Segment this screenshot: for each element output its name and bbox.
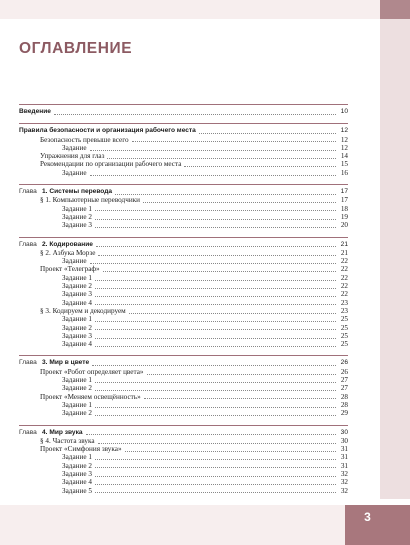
- page-ref: 32: [340, 486, 348, 495]
- toc-subentry[interactable]: [19, 169, 348, 177]
- dot-leader: [95, 288, 336, 289]
- toc-heading[interactable]: [19, 188, 348, 196]
- toc-subentry[interactable]: [19, 462, 348, 470]
- dot-leader: [129, 313, 336, 314]
- chapter-prefix: Глава: [19, 428, 37, 436]
- toc-entry-label: Задание 3: [62, 469, 92, 478]
- chapter-title: Мир в цвете: [49, 359, 90, 367]
- dot-leader: [90, 175, 336, 176]
- page-ref: 25: [340, 340, 348, 349]
- toc-entry-label: Задание 1: [62, 273, 92, 282]
- page-ref: 22: [340, 257, 348, 266]
- toc-entry-label: § 2. Азбука Морзе: [40, 248, 96, 257]
- toc-section: [19, 104, 348, 116]
- toc-entry-label: Задание 1: [62, 315, 92, 324]
- toc-section: [19, 184, 348, 229]
- toc-entry[interactable]: [19, 249, 348, 257]
- toc-heading[interactable]: [19, 429, 348, 437]
- page-ref: 17: [340, 188, 348, 196]
- page-ref: 27: [340, 376, 348, 385]
- toc-entry[interactable]: [19, 152, 348, 160]
- page-ref: 12: [340, 143, 348, 152]
- toc-subentry[interactable]: [19, 274, 348, 282]
- toc-entry-label: Задание 1: [62, 376, 92, 385]
- dot-leader: [90, 263, 336, 264]
- toc-heading[interactable]: [19, 127, 348, 135]
- dot-leader: [95, 210, 336, 211]
- toc-subentry[interactable]: [19, 315, 348, 323]
- chapter-number: 2.: [42, 240, 48, 248]
- toc-entry-label: Задание: [62, 143, 87, 152]
- page-ref: 17: [340, 196, 348, 205]
- toc-entry-label: Упражнения для глаз: [40, 152, 105, 161]
- top-corner-block: [380, 0, 410, 19]
- toc-entry-label: Задание 1: [62, 453, 92, 462]
- dot-leader: [95, 415, 336, 416]
- toc-entry-label: Задание 2: [62, 461, 92, 470]
- right-margin-bar: [380, 19, 410, 499]
- chapter-title: Кодирование: [49, 240, 93, 248]
- toc-subentry[interactable]: [19, 376, 348, 384]
- toc-subentry[interactable]: [19, 205, 348, 213]
- dot-leader: [86, 434, 336, 435]
- dot-leader: [95, 459, 336, 460]
- toc-entry[interactable]: [19, 160, 348, 168]
- dot-leader: [95, 476, 336, 477]
- chapter-title: Введение: [19, 108, 51, 115]
- page-ref: 25: [340, 315, 348, 324]
- dot-leader: [95, 484, 336, 485]
- page-ref: 32: [340, 469, 348, 478]
- chapter-prefix: Глава: [19, 240, 37, 248]
- toc-entry-label: Задание 5: [62, 486, 92, 495]
- dot-leader: [103, 271, 336, 272]
- toc-subentry[interactable]: [19, 257, 348, 265]
- chapter-number: 1.: [42, 188, 48, 196]
- toc-entry-label: Проект «Робот определяет цвета»: [40, 367, 144, 376]
- dot-leader: [98, 443, 336, 444]
- dot-leader: [95, 321, 336, 322]
- dot-leader: [199, 133, 336, 134]
- page-ref: 27: [340, 384, 348, 393]
- page-ref: 22: [340, 265, 348, 274]
- toc-subentry[interactable]: [19, 409, 348, 417]
- page-ref: 25: [340, 331, 348, 340]
- toc-entry-label: Проект «Симфония звука»: [40, 445, 122, 454]
- page-ref: 12: [340, 135, 348, 144]
- dot-leader: [115, 194, 336, 195]
- toc-subentry[interactable]: [19, 340, 348, 348]
- toc-entry-label: Задание 4: [62, 298, 92, 307]
- toc-heading[interactable]: [19, 241, 348, 249]
- dot-leader: [107, 158, 336, 159]
- dot-leader: [132, 141, 336, 142]
- toc-entry-label: Задание 2: [62, 384, 92, 393]
- page-ref: 23: [340, 306, 348, 315]
- page-ref: 23: [340, 298, 348, 307]
- toc-section: [19, 355, 348, 417]
- top-stripe: [0, 0, 380, 19]
- dot-leader: [95, 280, 336, 281]
- dot-leader: [95, 338, 336, 339]
- dot-leader: [95, 304, 336, 305]
- toc-heading[interactable]: [19, 108, 348, 116]
- dot-leader: [92, 365, 336, 366]
- dot-leader: [90, 150, 336, 151]
- toc-entry-label: Задание 1: [62, 204, 92, 213]
- toc-entry-label: Безопасность превыше всего: [40, 135, 129, 144]
- page-ref: 29: [340, 409, 348, 418]
- page-ref: 28: [340, 392, 348, 401]
- dot-leader: [98, 255, 336, 256]
- dot-leader: [95, 467, 336, 468]
- table-of-contents: [19, 104, 348, 502]
- toc-subentry[interactable]: [19, 324, 348, 332]
- page-ref: 32: [340, 478, 348, 487]
- top-band: [0, 0, 410, 19]
- toc-heading[interactable]: [19, 359, 348, 367]
- toc-entry-label: Проект «Телеграф»: [40, 265, 100, 274]
- dot-leader: [184, 166, 336, 167]
- toc-subentry[interactable]: [19, 144, 348, 152]
- toc-entry[interactable]: [19, 368, 348, 376]
- toc-subentry[interactable]: [19, 470, 348, 478]
- toc-entry[interactable]: [19, 196, 348, 204]
- page-ref: 10: [340, 108, 348, 115]
- page-ref: 14: [340, 152, 348, 161]
- toc-entry[interactable]: [19, 307, 348, 315]
- dot-leader: [96, 246, 336, 247]
- bottom-tint: [0, 505, 345, 545]
- dot-leader: [95, 296, 336, 297]
- page-ref: 12: [340, 127, 348, 135]
- dot-leader: [95, 382, 336, 383]
- dot-leader: [95, 227, 336, 228]
- page-ref: 22: [340, 282, 348, 291]
- toc-entry-label: Проект «Меняем освещённость»: [40, 392, 141, 401]
- toc-entry[interactable]: [19, 445, 348, 453]
- page-ref: 22: [340, 273, 348, 282]
- dot-leader: [95, 407, 336, 408]
- chapter-title: Мир звука: [49, 428, 83, 436]
- chapter-title: Системы перевода: [49, 188, 113, 196]
- toc-entry-label: Задание 3: [62, 331, 92, 340]
- toc-subentry[interactable]: [19, 401, 348, 409]
- toc-heading-label: [19, 359, 90, 367]
- dot-leader: [147, 374, 337, 375]
- page-ref: 19: [340, 212, 348, 221]
- toc-entry-label: Задание 2: [62, 323, 92, 332]
- toc-entry-label: Задание: [62, 257, 87, 266]
- toc-subentry[interactable]: [19, 290, 348, 298]
- page-title: ОГЛАВЛЕНИЕ: [19, 40, 133, 57]
- toc-entry-label: § 4. Частота звука: [40, 436, 95, 445]
- dot-leader: [95, 346, 336, 347]
- toc-subentry[interactable]: [19, 487, 348, 495]
- page-ref: 31: [340, 445, 348, 454]
- toc-entry-label: Рекомендации по организации рабочего места: [40, 160, 182, 169]
- page-ref: 26: [340, 359, 348, 367]
- toc-heading-label: [19, 188, 113, 196]
- toc-entry[interactable]: [19, 437, 348, 445]
- toc-subentry[interactable]: [19, 213, 348, 221]
- page-ref: 30: [340, 428, 348, 436]
- page-ref: 26: [340, 367, 348, 376]
- chapter-title: Правила безопасности и организация рабочего места: [19, 127, 196, 135]
- toc-entry[interactable]: [19, 393, 348, 401]
- chapter-prefix: Глава: [19, 359, 37, 367]
- toc-subentry[interactable]: [19, 299, 348, 307]
- toc-subentry[interactable]: [19, 282, 348, 290]
- page-ref: 15: [340, 160, 348, 169]
- dot-leader: [95, 329, 336, 330]
- chapter-prefix: Глава: [19, 188, 37, 196]
- toc-entry-label: § 3. Кодируем и декодируем: [40, 306, 126, 315]
- toc-subentry[interactable]: [19, 478, 348, 486]
- dot-leader: [95, 390, 336, 391]
- toc-section: [19, 123, 348, 177]
- toc-entry-label: Задание 1: [62, 400, 92, 409]
- toc-entry-label: Задание: [62, 168, 87, 177]
- dot-leader: [95, 492, 336, 493]
- toc-subentry[interactable]: [19, 384, 348, 392]
- page-ref: 21: [340, 240, 348, 248]
- toc-heading-label: [19, 241, 94, 249]
- page-ref: 31: [340, 461, 348, 470]
- toc-entry-label: Задание 2: [62, 212, 92, 221]
- chapter-number: 4.: [42, 428, 48, 436]
- dot-leader: [95, 219, 336, 220]
- page-ref: 16: [340, 168, 348, 177]
- page-ref: 20: [340, 221, 348, 230]
- toc-entry-label: Задание 2: [62, 409, 92, 418]
- dot-leader: [143, 202, 336, 203]
- page-ref: 28: [340, 400, 348, 409]
- toc-section: [19, 237, 348, 349]
- dot-leader: [144, 398, 336, 399]
- page-ref: 25: [340, 323, 348, 332]
- dot-leader: [54, 114, 336, 115]
- page-ref: 22: [340, 290, 348, 299]
- page-ref: 31: [340, 453, 348, 462]
- page-number: 3: [364, 510, 371, 524]
- chapter-number: 3.: [42, 359, 48, 367]
- page-ref: 30: [340, 436, 348, 445]
- toc-entry-label: Задание 4: [62, 478, 92, 487]
- toc-entry-label: Задание 4: [62, 340, 92, 349]
- toc-entry[interactable]: [19, 265, 348, 273]
- toc-subentry[interactable]: [19, 221, 348, 229]
- toc-entry-label: Задание 3: [62, 221, 92, 230]
- page-ref: 21: [340, 248, 348, 257]
- toc-entry[interactable]: [19, 136, 348, 144]
- toc-subentry[interactable]: [19, 453, 348, 461]
- toc-section: [19, 425, 348, 495]
- toc-heading-label: [19, 127, 197, 135]
- page-ref: 18: [340, 204, 348, 213]
- toc-entry-label: Задание 2: [62, 282, 92, 291]
- dot-leader: [125, 451, 336, 452]
- toc-entry-label: § 1. Компьютерные переводчики: [40, 196, 141, 205]
- toc-heading-label: [19, 429, 84, 437]
- toc-heading-label: [19, 108, 52, 116]
- toc-entry-label: Задание 3: [62, 290, 92, 299]
- toc-subentry[interactable]: [19, 332, 348, 340]
